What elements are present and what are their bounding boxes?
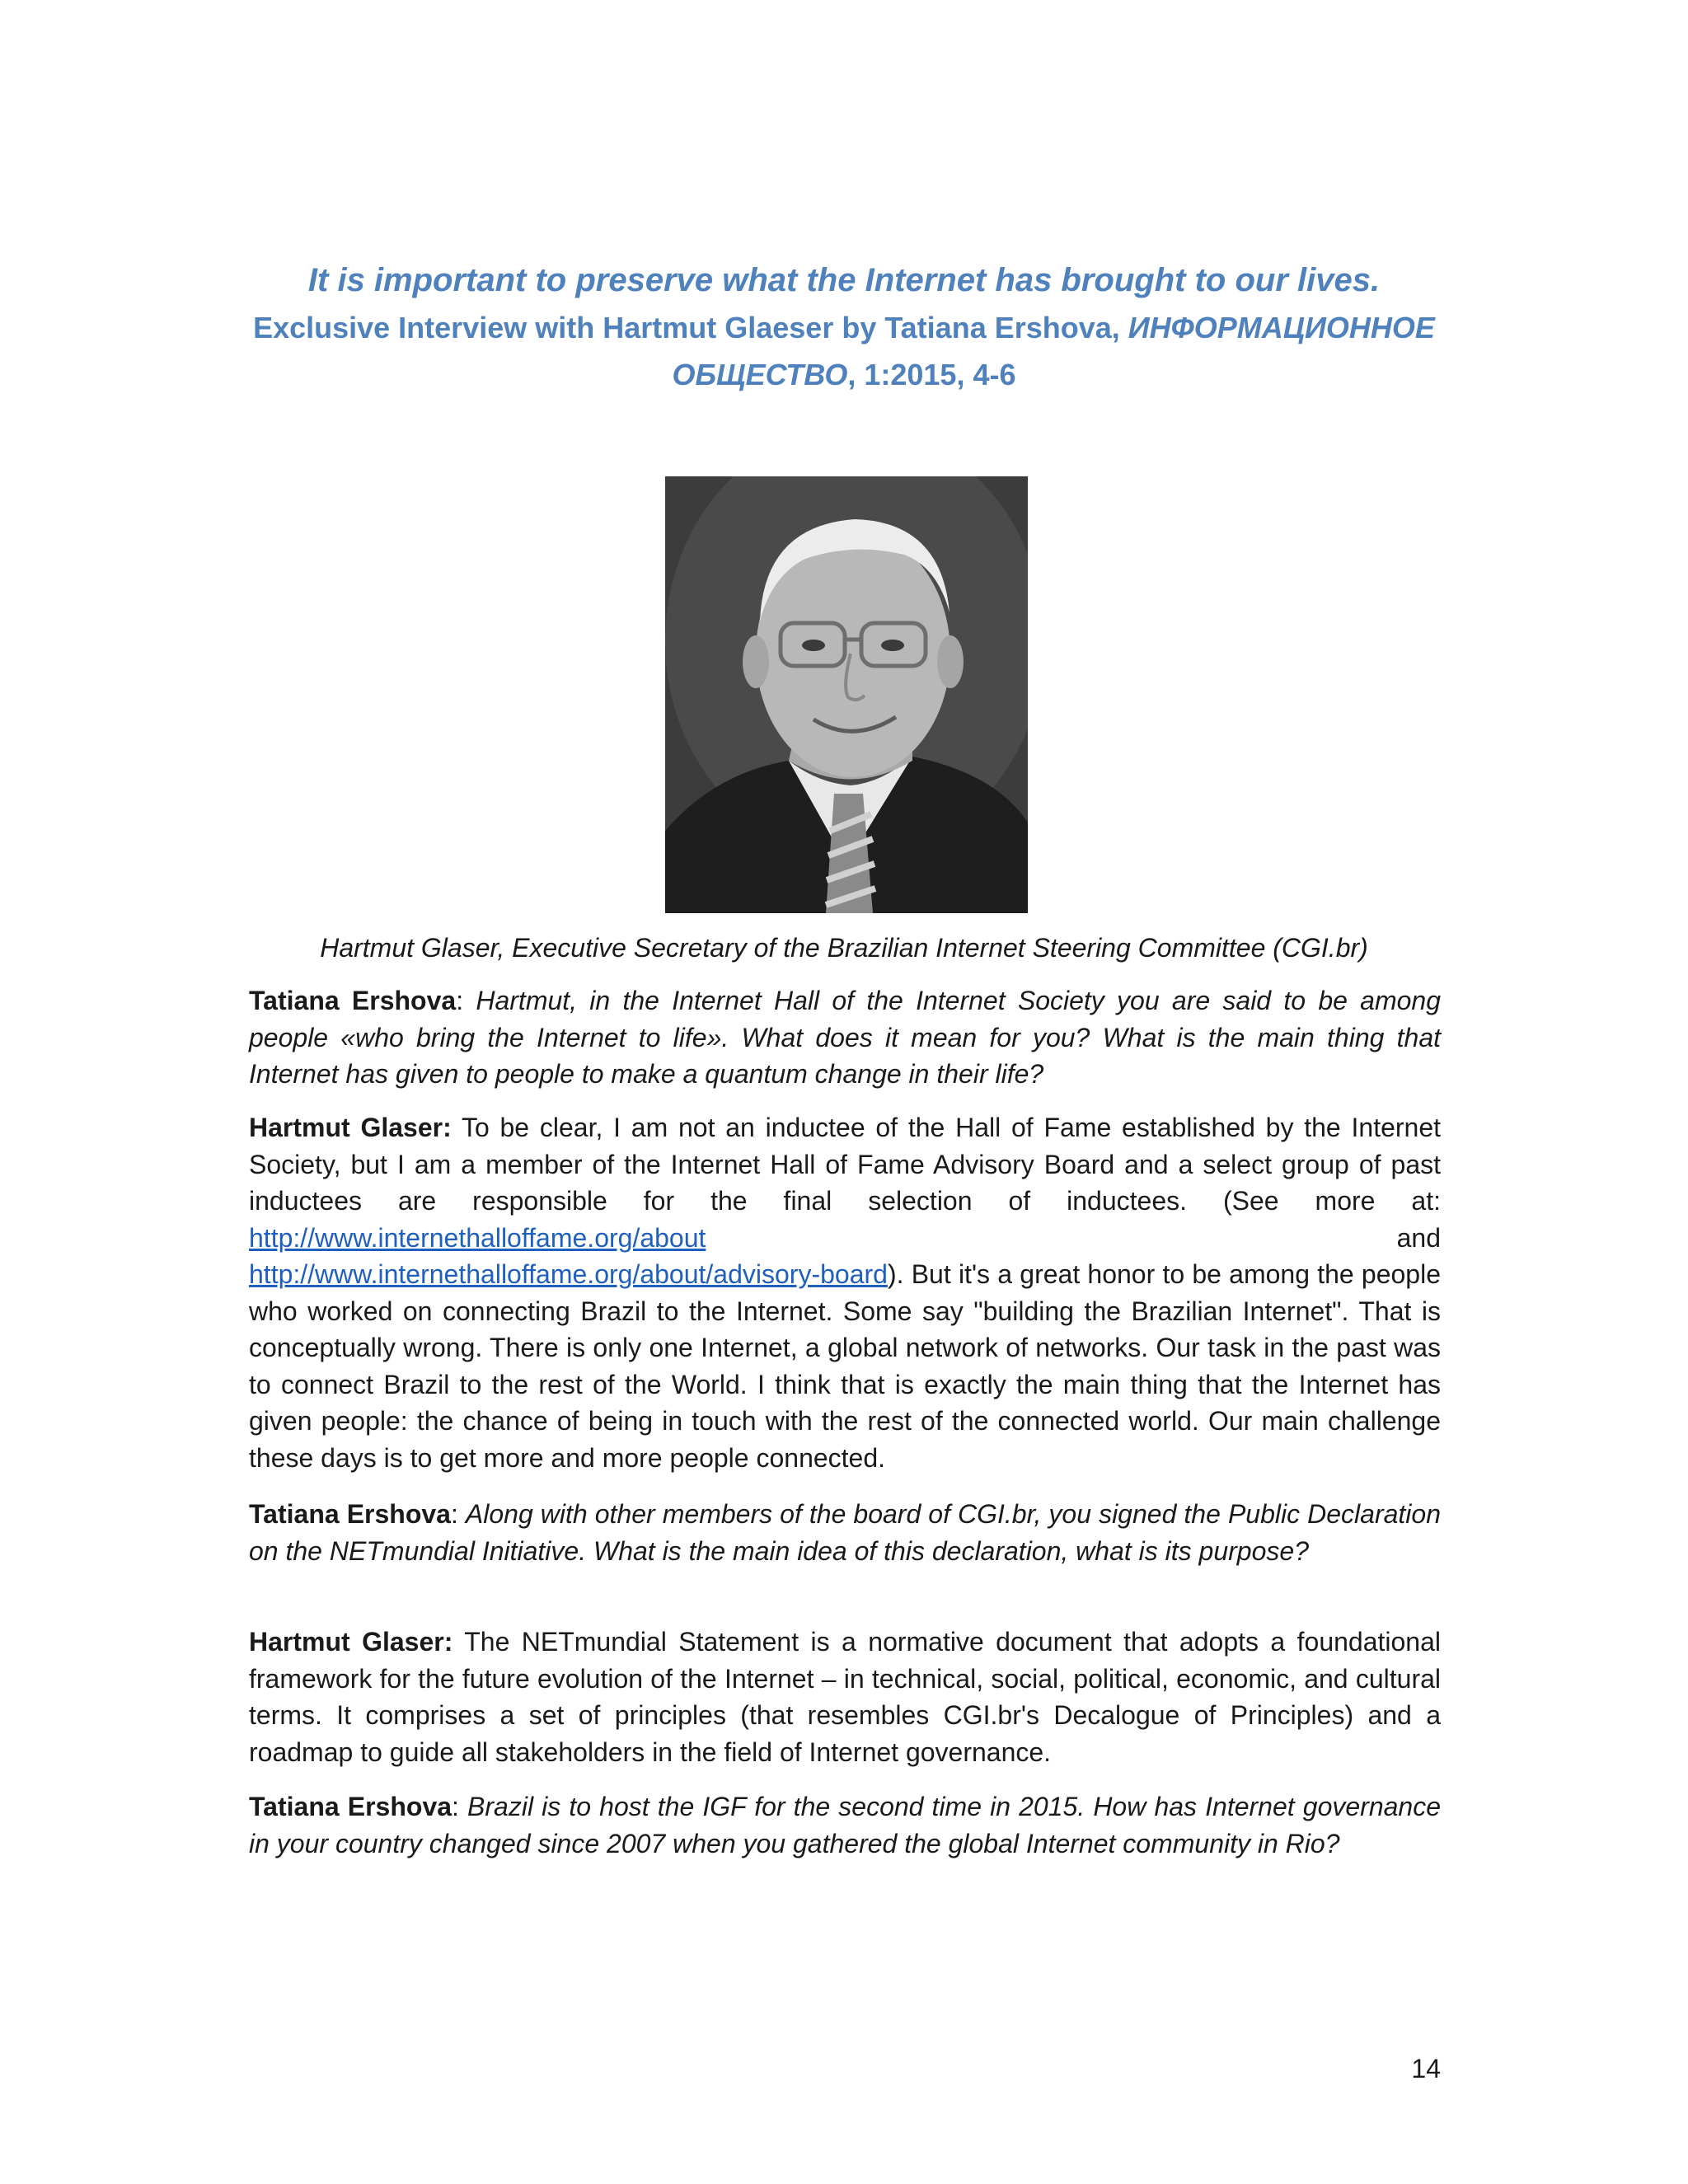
question-text: Brazil is to host the IGF for the second time in 2015. How has Internet governance in your country changed since 2007 when you gathered the global Internet community in Rio? (249, 1792, 1442, 1858)
question-1 (249, 982, 1441, 1093)
answer-text-continued: ). But it's a great honor to be among the people who worked on connecting Brazil to the Internet. Some say "building the Brazilian Internet". That is conceptually wrong. There is only one Internet, a global network of networks. Our task in the past was to connect Brazil to the rest of the World. I think that is exactly the main thing that the Internet has given people: the chance of being in touch with the rest of the connected world. Our main challenge these days is to get more and more people connected. (249, 1259, 1441, 1473)
heading-subtitle-2: , 1:2015, 4-6 (847, 358, 1016, 391)
hall-of-fame-about-link[interactable]: http://www.internethalloffame.org/about (249, 1222, 706, 1253)
question-2 (249, 1496, 1441, 1569)
speaker-separator: : (452, 1792, 459, 1821)
heading-journal: ИНФОРМАЦИОННОЕ ОБЩЕСТВО (672, 311, 1435, 391)
question-text: Hartmut, in the Internet Hall of the Internet Society you are said to be among people «who bring the Internet to life». What does it mean for you? What is the main thing that Internet has given to people to make a quantum change in their life? (249, 986, 1442, 1089)
question-text: Along with other members of the board of CGI.br, you signed the Public Declaration on the NETmundial Initiative. What is the main idea of this declaration, what is its purpose? (249, 1499, 1442, 1566)
speaker-name: Hartmut Glaser: (249, 1627, 453, 1657)
page-number: 14 (1411, 2054, 1441, 2083)
answer-1 (249, 1109, 1441, 1476)
portrait-photo (665, 476, 1028, 913)
speaker-name: Tatiana Ershova (249, 986, 457, 1015)
article-heading (247, 257, 1441, 398)
heading-title: It is important to preserve what the Internet has brought to our lives. (307, 262, 1381, 298)
photo-caption: Hartmut Glaser, Executive Secretary of the Brazilian Internet Steering Committee (CGI.br) (320, 933, 1368, 963)
heading-subtitle-1: Exclusive Interview with Hartmut Glaeser by Tatiana Ershova, (253, 311, 1128, 344)
advisory-board-link[interactable]: http://www.internethalloffame.org/about/advisory-board (249, 1259, 888, 1289)
answer-text: To be clear, I am not an inductee of the Hall of Fame established by the Internet Society, but I am a member of the Internet Hall of Fame Advisory Board and a select group of past inductees are responsible for the final selection of inductees. (See more at: (249, 1113, 1442, 1216)
portrait-illustration (665, 476, 1028, 913)
answer-text: The NETmundial Statement is a normative document that adopts a foundational framework for the future evolution of the Internet – in technical, social, political, economic, and cultural terms. It comprises a set of principles (that resembles CGI.br's Decalogue of Principles) and a roadmap to guide all stakeholders in the field of Internet governance. (249, 1627, 1442, 1767)
answer-2 (249, 1624, 1441, 1770)
speaker-name: Tatiana Ershova (249, 1499, 451, 1529)
speaker-separator: : (456, 986, 464, 1015)
speaker-name: Tatiana Ershova (249, 1792, 452, 1821)
and-word: and (1396, 1222, 1441, 1253)
question-3 (249, 1788, 1441, 1862)
speaker-separator: : (450, 1499, 458, 1529)
speaker-name: Hartmut Glaser: (249, 1113, 452, 1142)
